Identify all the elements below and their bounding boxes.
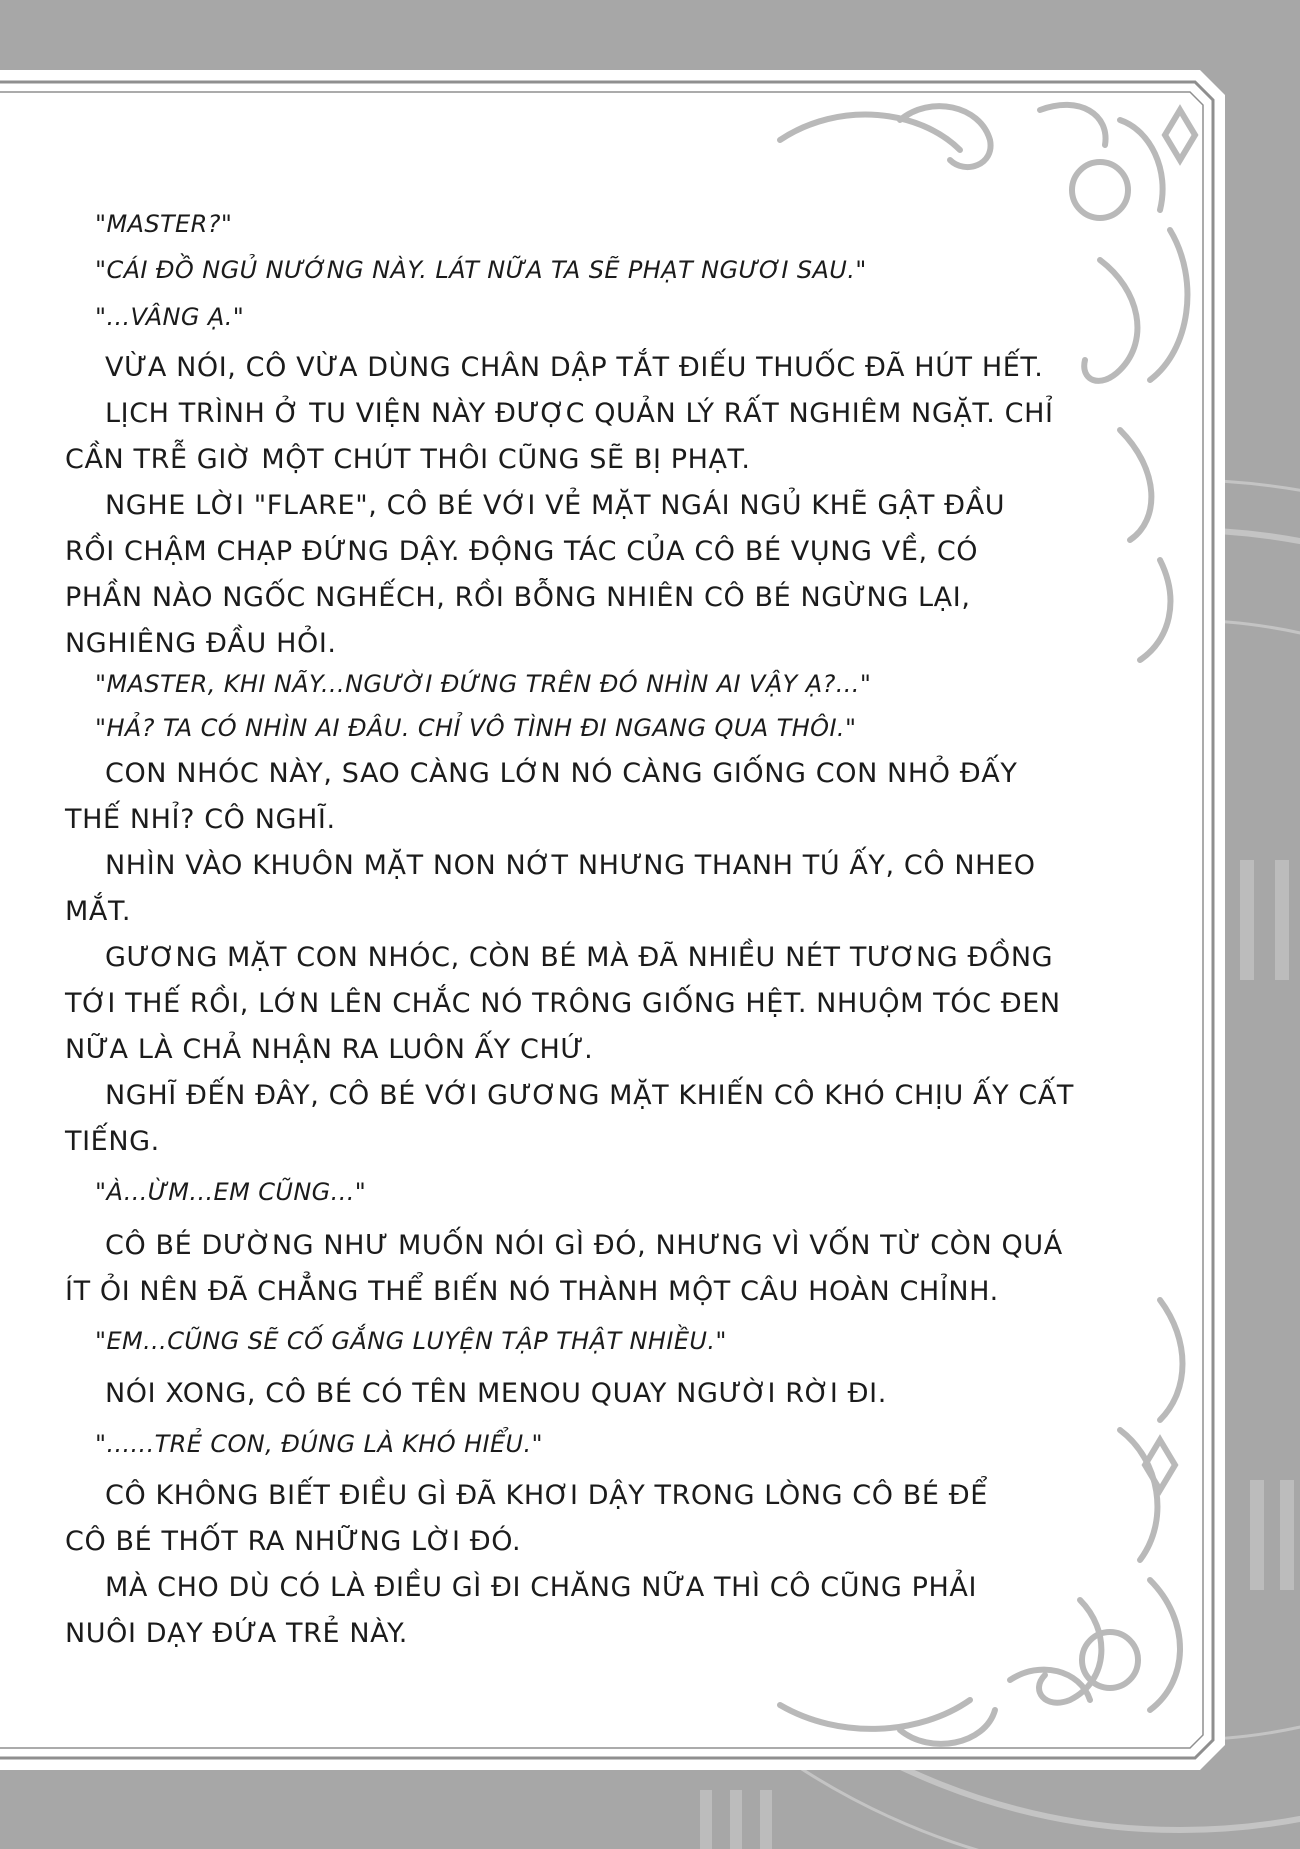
text-line: "......TRẺ CON, ĐÚNG LÀ KHÓ HIỂU.": [95, 1430, 543, 1458]
text-line: ÍT ỎI NÊN ĐÃ CHẲNG THỂ BIẾN NÓ THÀNH MỘT CÂU HOÀN CHỈNH.: [65, 1276, 999, 1307]
text-line: NHÌN VÀO KHUÔN MẶT NON NỚT NHƯNG THANH TÚ ẤY, CÔ NHEO: [105, 850, 1036, 881]
text-line: "MASTER?": [95, 210, 233, 238]
text-line: VỪA NÓI, CÔ VỪA DÙNG CHÂN DẬP TẮT ĐIẾU THUỐC ĐÃ HÚT HẾT.: [105, 352, 1044, 383]
text-line: MÀ CHO DÙ CÓ LÀ ĐIỀU GÌ ĐI CHĂNG NỮA THÌ CÔ CŨNG PHẢI: [105, 1572, 978, 1603]
text-line: RỒI CHẬM CHẠP ĐỨNG DẬY. ĐỘNG TÁC CỦA CÔ BÉ VỤNG VỀ, CÓ: [65, 536, 979, 567]
text-line: CÔ KHÔNG BIẾT ĐIỀU GÌ ĐÃ KHƠI DẬY TRONG LÒNG CÔ BÉ ĐỂ: [105, 1480, 988, 1511]
text-line: GƯƠNG MẶT CON NHÓC, CÒN BÉ MÀ ĐÃ NHIỀU NÉT TƯƠNG ĐỒNG: [105, 942, 1054, 973]
text-line: "CÁI ĐỒ NGỦ NƯỚNG NÀY. LÁT NỮA TA SẼ PHẠT NGƯƠI SAU.": [95, 256, 867, 284]
text-line: NGHĨ ĐẾN ĐÂY, CÔ BÉ VỚI GƯƠNG MẶT KHIẾN CÔ KHÓ CHỊU ẤY CẤT: [105, 1080, 1074, 1111]
text-line: PHẦN NÀO NGỐC NGHẾCH, RỒI BỖNG NHIÊN CÔ BÉ NGỪNG LẠI,: [65, 582, 971, 613]
text-line: "EM...CŨNG SẼ CỐ GẮNG LUYỆN TẬP THẬT NHIỀU.": [95, 1327, 727, 1355]
text-line: CÔ BÉ THỐT RA NHỮNG LỜI ĐÓ.: [65, 1526, 522, 1557]
text-line: TIẾNG.: [65, 1126, 160, 1157]
text-line: "HẢ? TA CÓ NHÌN AI ĐÂU. CHỈ VÔ TÌNH ĐI NGANG QUA THÔI.": [95, 714, 857, 742]
text-line: NGHIÊNG ĐẦU HỎI.: [65, 628, 337, 659]
text-line: NGHE LỜI "FLARE", CÔ BÉ VỚI VẺ MẶT NGÁI NGỦ KHẼ GẬT ĐẦU: [105, 490, 1006, 521]
text-line: "MASTER, KHI NÃY...NGƯỜI ĐỨNG TRÊN ĐÓ NHÌN AI VẬY Ạ?...": [95, 670, 872, 698]
text-line: LỊCH TRÌNH Ở TU VIỆN NÀY ĐƯỢC QUẢN LÝ RẤT NGHIÊM NGẶT. CHỈ: [105, 398, 1054, 429]
text-line: CÔ BÉ DƯỜNG NHƯ MUỐN NÓI GÌ ĐÓ, NHƯNG VÌ VỐN TỪ CÒN QUÁ: [105, 1230, 1063, 1261]
text-line: CON NHÓC NÀY, SAO CÀNG LỚN NÓ CÀNG GIỐNG CON NHỎ ĐẤY: [105, 758, 1018, 789]
text-line: CẦN TRỄ GIỜ MỘT CHÚT THÔI CŨNG SẼ BỊ PHẠT.: [65, 444, 751, 475]
text-line: NUÔI DẠY ĐỨA TRẺ NÀY.: [65, 1618, 408, 1649]
text-line: "À...ỪM...EM CŨNG...": [95, 1178, 367, 1206]
text-line: THẾ NHỈ? CÔ NGHĨ.: [65, 804, 336, 835]
text-line: TỚI THẾ RỒI, LỚN LÊN CHẮC NÓ TRÔNG GIỐNG HỆT. NHUỘM TÓC ĐEN: [65, 988, 1061, 1019]
text-line: NỮA LÀ CHẢ NHẬN RA LUÔN ẤY CHỨ.: [65, 1034, 594, 1065]
text-line: NÓI XONG, CÔ BÉ CÓ TÊN MENOU QUAY NGƯỜI RỜI ĐI.: [105, 1378, 887, 1409]
text-line: MẮT.: [65, 896, 132, 927]
text-line: "...VÂNG Ạ.": [95, 303, 245, 331]
